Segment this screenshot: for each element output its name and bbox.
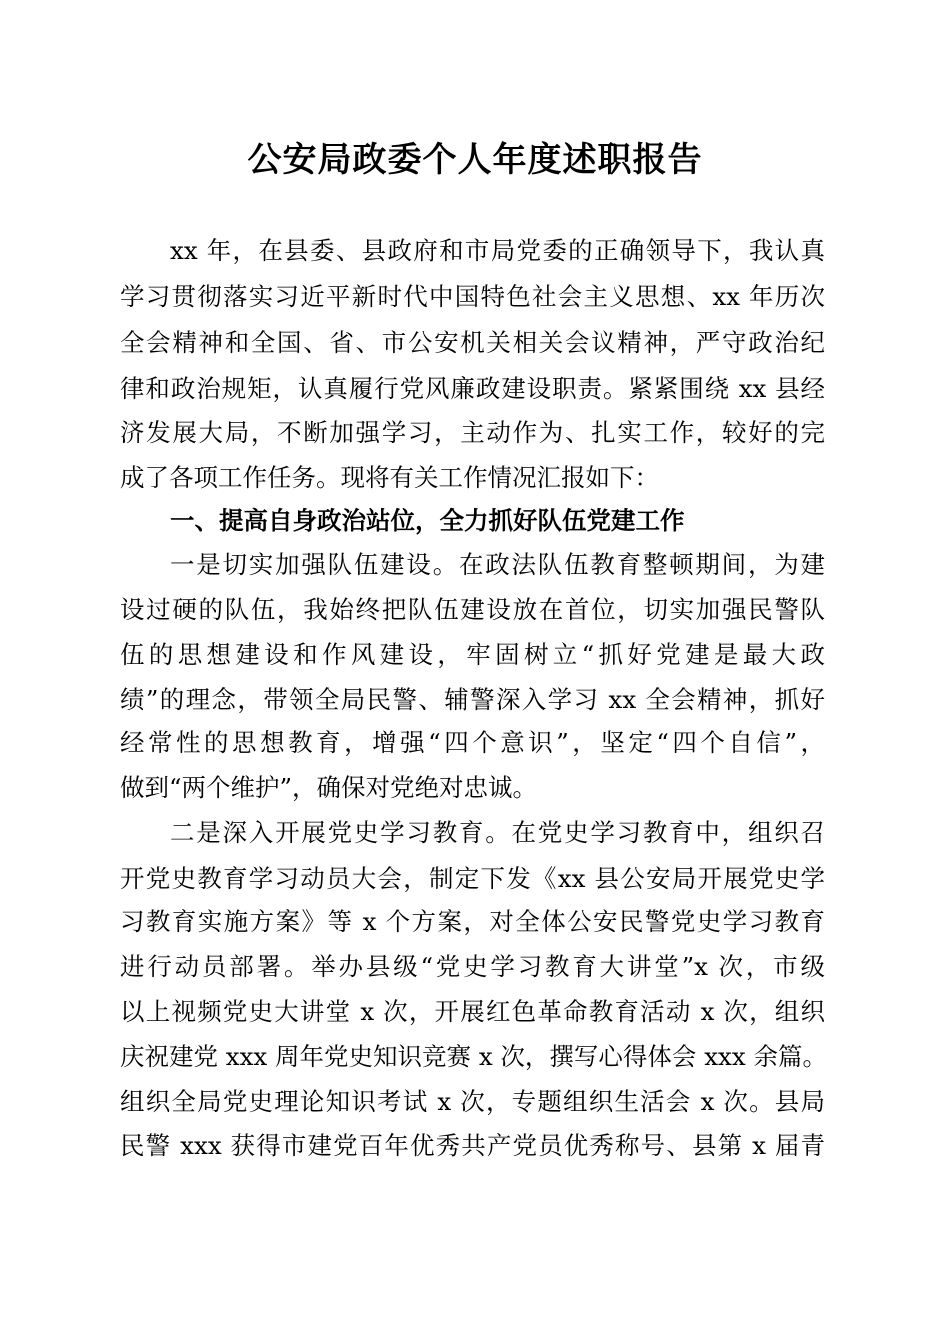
para1-line-3: 伍的思想建设和作风建设，牢固树立“抓好党建是最大政 [120,640,825,669]
intro-line-6: 成了各项工作任务。现将有关工作情况汇报如下： [120,463,659,492]
intro-line-5: 济发展大局，不断加强学习，主动作为、扎实工作，较好的完 [120,418,825,447]
document-title: 公安局政委个人年度述职报告 [247,140,703,180]
para2-line-5: 以上视频党史大讲堂 x 次，开展红色革命教育活动 x 次，组织 [120,997,825,1026]
intro-line-4: 律和政治规矩，认真履行党风廉政建设职责。紧紧围绕 xx 县经 [120,374,825,403]
para2-line-7: 组织全局党史理论知识考试 x 次，专题组织生活会 x 次。县局 [120,1087,825,1116]
para2-line-2: 开党史教育学习动员大会，制定下发《xx 县公安局开展党史学 [120,864,825,893]
para1-line-6: 做到“两个维护”，确保对党绝对忠诚。 [120,773,538,802]
para1-line-5: 经常性的思想教育，增强“四个意识”，坚定“四个自信”， [120,728,825,757]
intro-line-1: xx 年，在县委、县政府和市局党委的正确领导下，我认真 [170,236,825,265]
para2-line-3: 习教育实施方案》等 x 个方案，对全体公安民警党史学习教育 [120,907,825,936]
para2-line-8: 民警 xxx 获得市建党百年优秀共产党员优秀称号、县第 x 届青 [120,1131,825,1160]
para1-line-4: 绩”的理念，带领全局民警、辅警深入学习 xx 全会精神，抓好 [120,685,825,714]
intro-line-2: 学习贯彻落实习近平新时代中国特色社会主义思想、xx 年历次 [120,282,825,311]
para2-line-1: 二是深入开展党史学习教育。在党史学习教育中，组织召 [170,818,825,847]
para1-line-2: 设过硬的队伍，我始终把队伍建设放在首位，切实加强民警队 [120,595,825,624]
para2-line-6: 庆祝建党 xxx 周年党史知识竞赛 x 次，撰写心得体会 xxx 余篇。 [120,1042,827,1071]
para2-line-4: 进行动员部署。举办县级“党史学习教育大讲堂”x 次，市级 [120,952,825,981]
section-heading-1: 一、提高自身政治站位，全力抓好队伍党建工作 [170,506,685,535]
para1-line-1: 一是切实加强队伍建设。在政法队伍教育整顿期间，为建 [170,550,825,579]
intro-line-3: 全会精神和全国、省、市公安机关相关会议精神，严守政治纪 [120,328,825,357]
